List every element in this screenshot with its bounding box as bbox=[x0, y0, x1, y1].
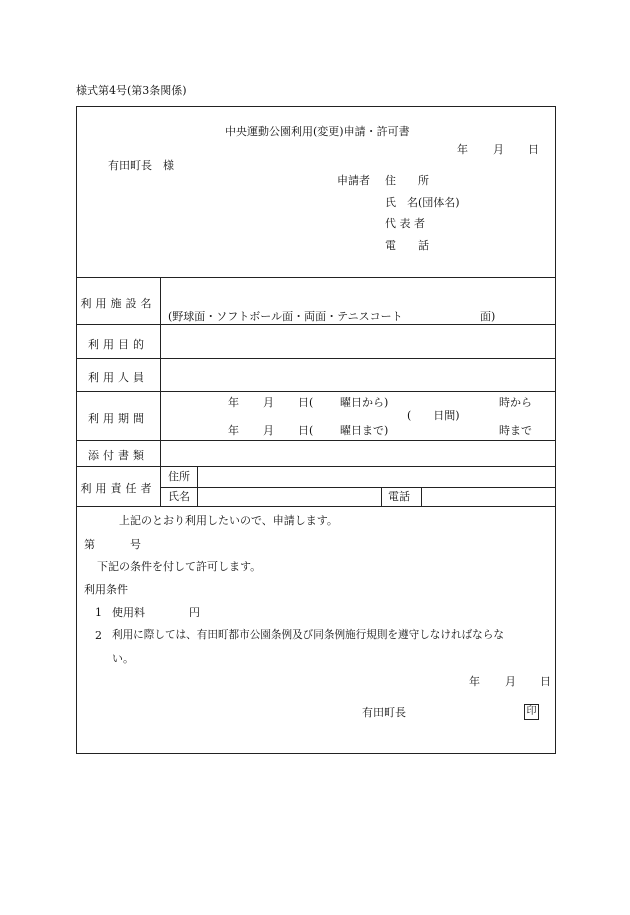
responsible-phone-label: 電話 bbox=[388, 490, 410, 503]
form-number: 様式第4号(第3条関係) bbox=[76, 84, 187, 97]
applicant-address-label: 住 所 bbox=[385, 174, 429, 187]
people-label: 利用人員 bbox=[88, 371, 148, 384]
facility-label: 利用施設名 bbox=[80, 297, 156, 310]
form-title: 中央運動公園利用(変更)申請・許可書 bbox=[225, 125, 410, 138]
condition-number: 2 bbox=[95, 629, 102, 642]
footer-month: 月 bbox=[505, 675, 516, 688]
applicant-representative-label: 代 表 者 bbox=[385, 217, 425, 230]
period-end-time: 時まで bbox=[499, 424, 532, 437]
row-divider bbox=[160, 487, 556, 488]
row-divider bbox=[76, 391, 556, 392]
attachments-label: 添付書類 bbox=[88, 449, 148, 462]
phone-divider bbox=[421, 487, 422, 506]
period-days: ( 日間) bbox=[407, 409, 460, 422]
header-month: 月 bbox=[493, 143, 504, 156]
applicant-label: 申請者 bbox=[337, 174, 370, 187]
table-top-line bbox=[76, 277, 556, 278]
permit-statement: 下記の条件を付して許可します。 bbox=[97, 560, 262, 573]
row-divider bbox=[76, 358, 556, 359]
sublabel-column-divider bbox=[197, 466, 198, 506]
period-label: 利用期間 bbox=[88, 412, 148, 425]
number-prefix: 第 bbox=[84, 538, 95, 551]
number-suffix: 号 bbox=[130, 538, 141, 551]
facility-options: (野球面・ソフトボール面・両面・テニスコート bbox=[168, 310, 403, 323]
form-frame bbox=[76, 106, 556, 754]
table-bottom-line bbox=[76, 506, 556, 507]
phone-divider bbox=[381, 487, 382, 506]
applicant-name-label: 氏 名(団体名) bbox=[385, 196, 460, 209]
facility-suffix: 面) bbox=[480, 310, 496, 323]
purpose-label: 利用目的 bbox=[88, 338, 148, 351]
responsible-label: 利用責任者 bbox=[80, 482, 156, 495]
condition-text: 使用料 円 bbox=[112, 606, 200, 619]
responsible-name-label: 氏名 bbox=[168, 490, 190, 503]
footer-day: 日 bbox=[540, 675, 551, 688]
period-start-time: 時から bbox=[499, 396, 532, 409]
period-end-weekday: 曜日まで) bbox=[340, 424, 389, 437]
condition-text: 利用に際しては、有田町都市公園条例及び同条例施行規則を遵守しなければならな bbox=[112, 629, 504, 641]
period-start-day: 日( bbox=[298, 396, 314, 409]
period-end-day: 日( bbox=[298, 424, 314, 437]
period-start-year: 年 bbox=[228, 396, 239, 409]
addressee: 有田町長 様 bbox=[108, 159, 174, 172]
header-day: 日 bbox=[528, 143, 539, 156]
responsible-address-label: 住所 bbox=[168, 470, 190, 483]
condition-number: 1 bbox=[95, 606, 102, 619]
row-divider bbox=[76, 324, 556, 325]
row-divider bbox=[76, 440, 556, 441]
applicant-phone-label: 電 話 bbox=[385, 239, 429, 252]
conditions-title: 利用条件 bbox=[84, 583, 128, 596]
label-column-divider bbox=[160, 277, 161, 506]
period-end-month: 月 bbox=[263, 424, 274, 437]
request-statement: 上記のとおり利用したいので、申請します。 bbox=[119, 514, 338, 527]
period-end-year: 年 bbox=[228, 424, 239, 437]
seal-mark: 印 bbox=[524, 704, 539, 720]
period-start-weekday: 曜日から) bbox=[340, 396, 389, 409]
period-start-month: 月 bbox=[263, 396, 274, 409]
signer: 有田町長 bbox=[362, 706, 406, 719]
condition-text-continued: い。 bbox=[112, 652, 134, 665]
row-divider bbox=[76, 466, 556, 467]
footer-year: 年 bbox=[469, 675, 480, 688]
header-year: 年 bbox=[457, 143, 468, 156]
